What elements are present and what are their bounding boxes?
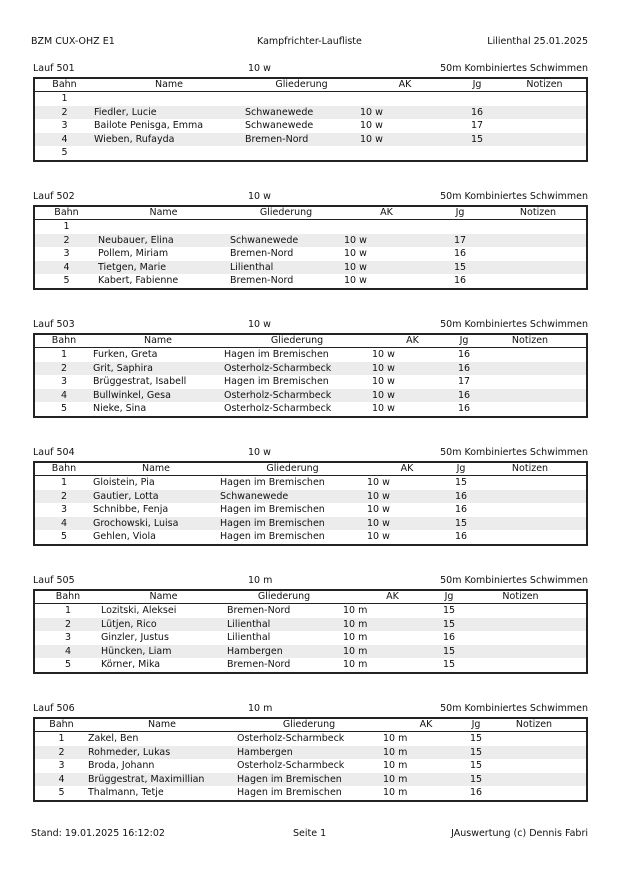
- heat-heading: [33, 703, 586, 715]
- cell-jg: 16: [448, 503, 474, 517]
- heat-heading: [33, 447, 586, 459]
- cell-bahn: 1: [34, 604, 101, 618]
- heat-title: Lauf 506: [33, 703, 75, 714]
- cell-notizen: [474, 348, 587, 362]
- table-row: [34, 786, 587, 801]
- cell-gliederung: Hagen im Bremischen: [223, 375, 371, 389]
- cell-bahn: 4: [34, 389, 93, 403]
- venue-date: Lilienthal 25.01.2025: [487, 36, 588, 47]
- cell-bahn: 3: [34, 631, 101, 645]
- cell-gliederung: Schwanewede: [244, 106, 359, 120]
- cell-gliederung: Osterholz-Scharmbeck: [223, 362, 371, 376]
- cell-ak: [343, 220, 430, 234]
- cell-gliederung: Hambergen: [226, 645, 342, 659]
- cell-name: Grit, Saphira: [93, 362, 223, 376]
- cell-bahn: 2: [34, 362, 93, 376]
- cell-gliederung: [244, 92, 359, 106]
- column-header-gliederung: Gliederung: [223, 334, 371, 348]
- cell-bahn: 2: [34, 618, 101, 632]
- column-header-gliederung: Gliederung: [244, 78, 359, 92]
- cell-ak: 10 m: [382, 746, 470, 760]
- cell-ak: 10 w: [359, 106, 451, 120]
- cell-jg: 15: [470, 733, 482, 744]
- cell-jg: 16: [430, 247, 490, 261]
- heat-discipline: 50m Kombiniertes Schwimmen: [440, 319, 588, 330]
- table-row: [34, 362, 587, 376]
- table-row: [34, 476, 587, 490]
- page-header: [31, 36, 588, 48]
- cell-bahn: 1: [34, 732, 88, 746]
- cell-notizen: [482, 732, 587, 746]
- cell-ak: 10 w: [343, 247, 430, 261]
- cell-name: Broda, Johann: [88, 759, 236, 773]
- table-row: [34, 247, 587, 261]
- table-row: [34, 119, 587, 133]
- cell-name: Lozitski, Aleksei: [101, 604, 226, 618]
- cell-gliederung: Bremen-Nord: [229, 247, 343, 261]
- cell-ak: 10 m: [382, 786, 470, 801]
- cell-gliederung: Hagen im Bremischen: [219, 503, 366, 517]
- cell-jg: 17: [454, 375, 474, 389]
- cell-bahn: 1: [34, 92, 94, 106]
- column-header-name: Name: [93, 462, 219, 476]
- cell-notizen: [482, 759, 587, 773]
- cell-jg: 16: [430, 274, 490, 289]
- cell-jg: [430, 220, 490, 234]
- cell-notizen: [474, 476, 587, 490]
- cell-gliederung: Osterholz-Scharmbeck: [223, 402, 371, 417]
- cell-bahn: 5: [34, 530, 93, 545]
- cell-notizen: [455, 604, 587, 618]
- heat-heading: [33, 575, 586, 587]
- cell-gliederung: Hambergen: [236, 746, 382, 760]
- cell-jg: 15: [430, 261, 490, 275]
- cell-notizen: [455, 658, 587, 673]
- document-title: Kampfrichter-Laufliste: [257, 36, 362, 47]
- cell-ak: 10 w: [343, 274, 430, 289]
- cell-gliederung: Hagen im Bremischen: [219, 476, 366, 490]
- table-header-row: [34, 718, 587, 732]
- cell-ak: 10 m: [342, 604, 443, 618]
- cell-gliederung: Lilienthal: [229, 261, 343, 275]
- cell-jg: [451, 92, 503, 106]
- cell-gliederung: Schwanewede: [244, 119, 359, 133]
- cell-name: Grochowski, Luisa: [93, 517, 219, 531]
- cell-ak: 10 m: [382, 732, 470, 746]
- column-header-jg: Jg: [454, 334, 474, 348]
- cell-name: Zakel, Ben: [88, 732, 236, 746]
- event-name: BZM CUX-OHZ E1: [31, 36, 115, 47]
- column-header-ak: AK: [366, 462, 448, 476]
- cell-jg: 16: [448, 490, 474, 504]
- column-header-ak: AK: [371, 334, 454, 348]
- cell-notizen: [455, 631, 587, 645]
- cell-name: Brüggestrat, Maximillian: [88, 773, 236, 787]
- column-header-bahn: Bahn: [34, 78, 94, 92]
- heat-heading: [33, 319, 586, 331]
- heat-discipline: 50m Kombiniertes Schwimmen: [440, 191, 588, 202]
- cell-bahn: 1: [34, 220, 98, 234]
- column-header-gliederung: Gliederung: [226, 590, 342, 604]
- column-header-name: Name: [101, 590, 226, 604]
- heat-table: [33, 717, 588, 802]
- column-header-jg: Jg: [451, 78, 503, 92]
- cell-bahn: 2: [34, 746, 88, 760]
- page-footer: [31, 828, 588, 840]
- column-header-ak: AK: [382, 718, 470, 732]
- heat-discipline: 50m Kombiniertes Schwimmen: [440, 447, 588, 458]
- cell-ak: [359, 92, 451, 106]
- cell-jg: 16: [448, 530, 474, 545]
- cell-ak: 10 w: [371, 402, 454, 417]
- cell-name: Wieben, Rufayda: [94, 133, 244, 147]
- heat-table: [33, 77, 588, 162]
- column-header-notizen: Notizen: [503, 78, 587, 92]
- heat-title: Lauf 501: [33, 63, 75, 74]
- cell-name: [94, 92, 244, 106]
- column-header-jg: Jg: [430, 206, 490, 220]
- cell-name: Schnibbe, Fenja: [93, 503, 219, 517]
- cell-bahn: 5: [34, 274, 98, 289]
- table-row: [34, 348, 587, 362]
- table-row: [34, 234, 587, 248]
- cell-jg: 16: [454, 402, 474, 417]
- software-credit: JAuswertung (c) Dennis Fabri: [451, 828, 588, 839]
- column-header-name: Name: [94, 78, 244, 92]
- table-header-row: [34, 206, 587, 220]
- cell-name: Thalmann, Tetje: [88, 786, 236, 801]
- table-row: [34, 274, 587, 289]
- cell-name: Bullwinkel, Gesa: [93, 389, 223, 403]
- column-header-jg: Jg: [444, 591, 454, 602]
- cell-bahn: 5: [34, 402, 93, 417]
- cell-bahn: 4: [34, 261, 98, 275]
- column-header-jg: Jg: [471, 719, 481, 730]
- cell-gliederung: Hagen im Bremischen: [223, 348, 371, 362]
- cell-gliederung: Osterholz-Scharmbeck: [236, 732, 382, 746]
- cell-bahn: 5: [34, 146, 94, 161]
- cell-jg: 15: [470, 760, 482, 771]
- table-row: [34, 658, 587, 673]
- cell-ak: 10 w: [371, 348, 454, 362]
- table-row: [34, 220, 587, 234]
- cell-gliederung: Osterholz-Scharmbeck: [236, 759, 382, 773]
- column-header-bahn: Bahn: [34, 718, 88, 732]
- cell-name: [98, 220, 229, 234]
- cell-gliederung: Lilienthal: [226, 631, 342, 645]
- cell-notizen: [482, 786, 587, 801]
- column-header-bahn: Bahn: [34, 206, 98, 220]
- cell-ak: 10 w: [366, 503, 448, 517]
- table-row: [34, 618, 587, 632]
- cell-notizen: [503, 146, 587, 161]
- cell-bahn: 2: [34, 490, 93, 504]
- cell-name: Pollem, Miriam: [98, 247, 229, 261]
- cell-ak: 10 m: [342, 658, 443, 673]
- heat-table: [33, 205, 588, 290]
- cell-ak: 10 w: [343, 261, 430, 275]
- cell-gliederung: Bremen-Nord: [226, 604, 342, 618]
- heat-age-class: 10 w: [248, 191, 271, 202]
- column-header-notizen: Notizen: [455, 590, 587, 604]
- heat-discipline: 50m Kombiniertes Schwimmen: [440, 63, 588, 74]
- table-row: [34, 759, 587, 773]
- cell-bahn: 4: [34, 133, 94, 147]
- heat-age-class: 10 w: [248, 319, 271, 330]
- heat-discipline: 50m Kombiniertes Schwimmen: [440, 575, 588, 586]
- cell-gliederung: Lilienthal: [226, 618, 342, 632]
- heat-table: [33, 461, 588, 546]
- cell-gliederung: Hagen im Bremischen: [236, 773, 382, 787]
- cell-bahn: 3: [34, 247, 98, 261]
- cell-name: Körner, Mika: [101, 658, 226, 673]
- cell-gliederung: [229, 220, 343, 234]
- cell-ak: 10 m: [342, 618, 443, 632]
- column-header-notizen: Notizen: [482, 718, 587, 732]
- cell-jg: 16: [454, 389, 474, 403]
- cell-name: Lütjen, Rico: [101, 618, 226, 632]
- table-row: [34, 503, 587, 517]
- column-header-ak: AK: [343, 206, 430, 220]
- cell-gliederung: [244, 146, 359, 161]
- cell-jg: 15: [448, 517, 474, 531]
- cell-bahn: 5: [34, 658, 101, 673]
- cell-jg: [451, 146, 503, 161]
- heat-section: [33, 447, 588, 542]
- cell-ak: [359, 146, 451, 161]
- cell-name: Gloistein, Pia: [93, 476, 219, 490]
- table-header-row: [34, 78, 587, 92]
- cell-ak: 10 w: [343, 234, 430, 248]
- cell-ak: 10 w: [359, 133, 451, 147]
- table-row: [34, 732, 587, 746]
- heat-discipline: 50m Kombiniertes Schwimmen: [440, 703, 588, 714]
- cell-gliederung: Bremen-Nord: [229, 274, 343, 289]
- table-header-row: [34, 462, 587, 476]
- column-header-bahn: Bahn: [34, 334, 93, 348]
- cell-notizen: [474, 490, 587, 504]
- cell-ak: 10 m: [342, 645, 443, 659]
- cell-jg: 15: [443, 645, 455, 657]
- cell-ak: 10 m: [382, 773, 470, 787]
- table-row: [34, 530, 587, 545]
- cell-gliederung: Hagen im Bremischen: [236, 786, 382, 801]
- cell-jg: 15: [470, 773, 482, 785]
- table-row: [34, 106, 587, 120]
- cell-jg: 16: [454, 348, 474, 362]
- cell-ak: 10 w: [366, 517, 448, 531]
- heat-heading: [33, 191, 586, 203]
- cell-bahn: 1: [34, 476, 93, 490]
- cell-name: Nieke, Sina: [93, 402, 223, 417]
- heat-section: [33, 703, 588, 798]
- heat-title: Lauf 503: [33, 319, 75, 330]
- page-number: Seite 1: [293, 828, 327, 839]
- column-header-notizen: Notizen: [490, 206, 587, 220]
- cell-ak: 10 w: [371, 362, 454, 376]
- heat-table: [33, 589, 588, 674]
- cell-name: Fiedler, Lucie: [94, 106, 244, 120]
- cell-name: [94, 146, 244, 161]
- table-row: [34, 375, 587, 389]
- cell-bahn: 3: [34, 375, 93, 389]
- cell-jg: 15: [451, 133, 503, 147]
- cell-ak: 10 m: [382, 759, 470, 773]
- cell-bahn: 2: [34, 234, 98, 248]
- table-row: [34, 746, 587, 760]
- cell-name: Brüggestrat, Isabell: [93, 375, 223, 389]
- cell-gliederung: Hagen im Bremischen: [219, 517, 366, 531]
- cell-name: Kabert, Fabienne: [98, 274, 229, 289]
- cell-name: Bailote Penisga, Emma: [94, 119, 244, 133]
- timestamp: Stand: 19.01.2025 16:12:02: [31, 828, 165, 839]
- cell-jg: 16: [454, 362, 474, 376]
- column-header-name: Name: [93, 334, 223, 348]
- column-header-gliederung: Gliederung: [236, 718, 382, 732]
- heat-heading: [33, 63, 586, 75]
- cell-notizen: [455, 618, 587, 632]
- table-row: [34, 604, 587, 618]
- cell-gliederung: Osterholz-Scharmbeck: [223, 389, 371, 403]
- cell-jg: 15: [443, 618, 455, 630]
- cell-bahn: 3: [34, 503, 93, 517]
- column-header-notizen: Notizen: [474, 462, 587, 476]
- column-header-ak: AK: [359, 78, 451, 92]
- cell-name: Hüncken, Liam: [101, 645, 226, 659]
- cell-notizen: [482, 746, 587, 760]
- cell-notizen: [503, 92, 587, 106]
- table-row: [34, 631, 587, 645]
- table-row: [34, 517, 587, 531]
- cell-notizen: [474, 530, 587, 545]
- cell-notizen: [474, 375, 587, 389]
- heat-age-class: 10 m: [248, 703, 273, 714]
- table-header-row: [34, 590, 587, 604]
- column-header-bahn: Bahn: [34, 590, 101, 604]
- table-row: [34, 490, 587, 504]
- heat-title: Lauf 502: [33, 191, 75, 202]
- cell-jg: 17: [451, 119, 503, 133]
- table-row: [34, 133, 587, 147]
- cell-name: Ginzler, Justus: [101, 631, 226, 645]
- cell-gliederung: Schwanewede: [219, 490, 366, 504]
- cell-notizen: [474, 362, 587, 376]
- cell-bahn: 3: [34, 119, 94, 133]
- column-header-bahn: Bahn: [34, 462, 93, 476]
- column-header-jg: Jg: [448, 462, 474, 476]
- heat-section: [33, 575, 588, 670]
- cell-notizen: [474, 503, 587, 517]
- table-row: [34, 645, 587, 659]
- cell-ak: 10 w: [366, 490, 448, 504]
- cell-ak: 10 w: [359, 119, 451, 133]
- cell-bahn: 4: [34, 517, 93, 531]
- cell-jg: 16: [451, 106, 503, 120]
- heat-title: Lauf 505: [33, 575, 75, 586]
- cell-jg: 17: [430, 234, 490, 248]
- cell-ak: 10 w: [366, 530, 448, 545]
- cell-notizen: [503, 133, 587, 147]
- cell-name: Gautier, Lotta: [93, 490, 219, 504]
- column-header-ak: AK: [342, 590, 443, 604]
- column-header-gliederung: Gliederung: [219, 462, 366, 476]
- cell-notizen: [474, 389, 587, 403]
- cell-notizen: [490, 261, 587, 275]
- cell-bahn: 4: [34, 773, 88, 787]
- cell-notizen: [503, 106, 587, 120]
- heat-title: Lauf 504: [33, 447, 75, 458]
- table-row: [34, 92, 587, 106]
- cell-notizen: [482, 773, 587, 787]
- cell-notizen: [490, 234, 587, 248]
- cell-ak: 10 m: [342, 631, 443, 645]
- cell-gliederung: Bremen-Nord: [226, 658, 342, 673]
- heat-age-class: 10 w: [248, 447, 271, 458]
- column-header-name: Name: [88, 718, 236, 732]
- cell-gliederung: Schwanewede: [229, 234, 343, 248]
- heat-table: [33, 333, 588, 418]
- cell-notizen: [474, 517, 587, 531]
- table-row: [34, 402, 587, 417]
- cell-bahn: 2: [34, 106, 94, 120]
- cell-gliederung: Bremen-Nord: [244, 133, 359, 147]
- cell-name: Rohmeder, Lukas: [88, 746, 236, 760]
- cell-notizen: [490, 220, 587, 234]
- cell-name: Tietgen, Marie: [98, 261, 229, 275]
- table-row: [34, 389, 587, 403]
- cell-gliederung: Hagen im Bremischen: [219, 530, 366, 545]
- cell-jg: 16: [470, 786, 482, 801]
- column-header-gliederung: Gliederung: [229, 206, 343, 220]
- heat-section: [33, 63, 588, 158]
- heat-section: [33, 319, 588, 414]
- cell-ak: 10 w: [366, 476, 448, 490]
- heat-section: [33, 191, 588, 286]
- cell-jg: 16: [443, 632, 455, 643]
- cell-notizen: [474, 402, 587, 417]
- heat-age-class: 10 m: [248, 575, 273, 586]
- cell-notizen: [490, 274, 587, 289]
- column-header-name: Name: [98, 206, 229, 220]
- cell-notizen: [490, 247, 587, 261]
- table-row: [34, 261, 587, 275]
- cell-name: Furken, Greta: [93, 348, 223, 362]
- heat-age-class: 10 w: [248, 63, 271, 74]
- cell-jg: 15: [443, 605, 455, 616]
- cell-notizen: [455, 645, 587, 659]
- cell-jg: 15: [448, 476, 474, 490]
- table-header-row: [34, 334, 587, 348]
- column-header-notizen: Notizen: [474, 334, 587, 348]
- cell-notizen: [503, 119, 587, 133]
- cell-bahn: 3: [34, 759, 88, 773]
- cell-jg: 15: [443, 658, 455, 673]
- cell-jg: 15: [470, 746, 482, 758]
- cell-ak: 10 w: [371, 389, 454, 403]
- table-row: [34, 146, 587, 161]
- cell-name: Neubauer, Elina: [98, 234, 229, 248]
- cell-bahn: 4: [34, 645, 101, 659]
- table-row: [34, 773, 587, 787]
- cell-bahn: 5: [34, 786, 88, 801]
- cell-ak: 10 w: [371, 375, 454, 389]
- cell-bahn: 1: [34, 348, 93, 362]
- cell-name: Gehlen, Viola: [93, 530, 219, 545]
